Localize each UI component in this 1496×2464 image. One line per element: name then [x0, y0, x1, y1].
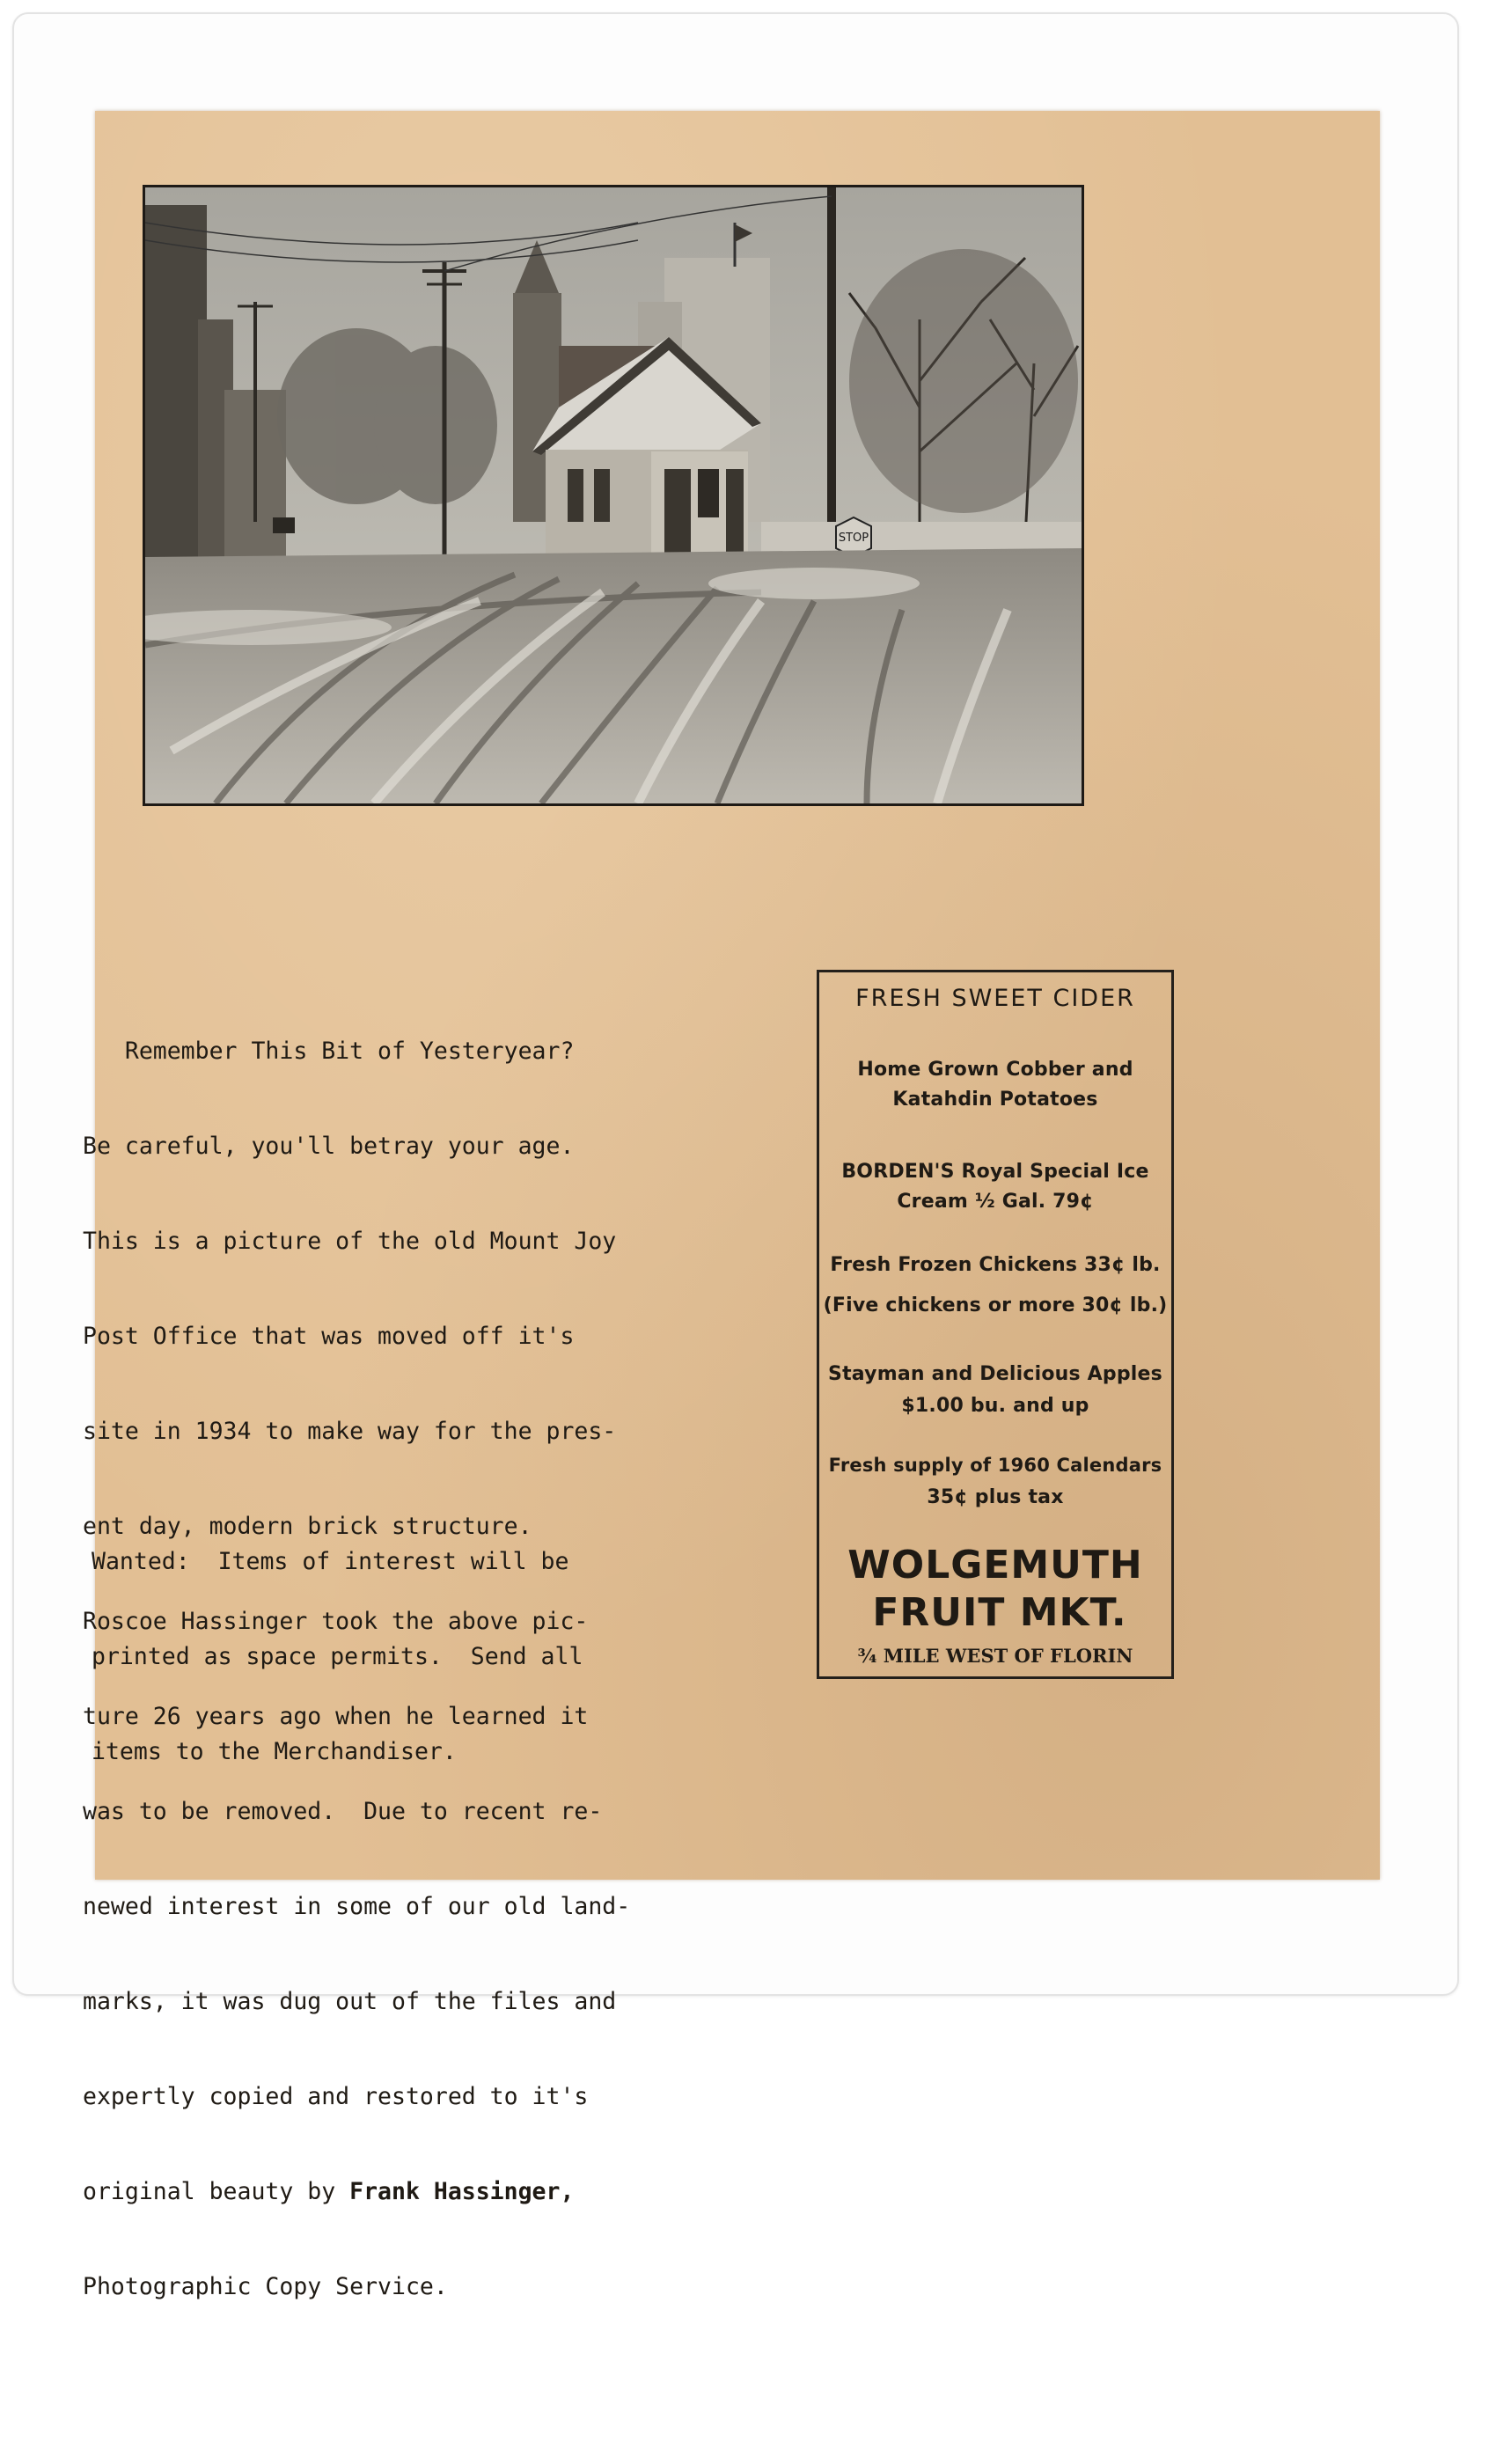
article-line: marks, it was dug out of the files and: [83, 1988, 617, 2015]
article-line: site in 1934 to make way for the pres-: [83, 1418, 617, 1445]
ad-item-line: 35¢ plus tax: [927, 1486, 1064, 1508]
article-line: Roscoe Hassinger took the above pic-: [83, 1608, 589, 1635]
article-line: Photographic Copy Service.: [83, 2273, 448, 2300]
wanted-line: Wanted: Items of interest will be: [92, 1548, 569, 1575]
ad-brand-name: WOLGEMUTH: [847, 1543, 1143, 1588]
fruit-market-advertisement: [817, 970, 1174, 1679]
article-line-credit: [83, 2176, 875, 2208]
article-line: Remember This Bit of Yesteryear?: [83, 1038, 575, 1065]
post-office-photo: [143, 185, 1084, 806]
street-scene-image: [145, 187, 1082, 803]
ad-item-line: Stayman and Delicious Apples: [828, 1363, 1162, 1385]
ad-location: ¾ MILE WEST OF FLORIN: [857, 1645, 1133, 1667]
ad-item-line: Katahdin Potatoes: [892, 1089, 1098, 1111]
ad-brand-subtitle: FRUIT MKT.: [872, 1590, 1127, 1635]
article-line: Post Office that was moved off it's: [83, 1323, 575, 1350]
ad-item-line: (Five chickens or more 30¢ lb.): [823, 1294, 1168, 1316]
article-line: This is a picture of the old Mount Joy: [83, 1228, 617, 1255]
article-line: ture 26 years ago when he learned it: [83, 1703, 589, 1730]
article-line: newed interest in some of our old land-: [83, 1893, 631, 1920]
wanted-notice: [92, 1483, 884, 1800]
credit-prefix: original beauty by: [83, 2178, 350, 2205]
ad-item-line: Fresh supply of 1960 Calendars: [828, 1455, 1162, 1476]
article-line: Be careful, you'll betray your age.: [83, 1133, 575, 1160]
ad-item-line: BORDEN'S Royal Special Ice: [841, 1161, 1149, 1183]
ad-item-line: Cream ½ Gal. 79¢: [897, 1191, 1094, 1213]
ad-item-line: Fresh Frozen Chickens 33¢ lb.: [830, 1254, 1161, 1276]
photographer-name: Frank Hassinger,: [349, 2178, 575, 2205]
article-line: expertly copied and restored to it's: [83, 2083, 589, 2110]
article-line: ent day, modern brick structure.: [83, 1513, 532, 1540]
stop-sign-text: STOP: [838, 532, 869, 545]
wanted-line: items to the Merchandiser.: [92, 1738, 457, 1765]
ad-item-line: Home Grown Cobber and: [857, 1059, 1133, 1081]
article-line: was to be removed. Due to recent re-: [83, 1798, 603, 1825]
wanted-line: printed as space permits. Send all: [92, 1643, 583, 1670]
ad-item-line: $1.00 bu. and up: [901, 1395, 1089, 1417]
ad-headline: FRESH SWEET CIDER: [855, 985, 1135, 1012]
